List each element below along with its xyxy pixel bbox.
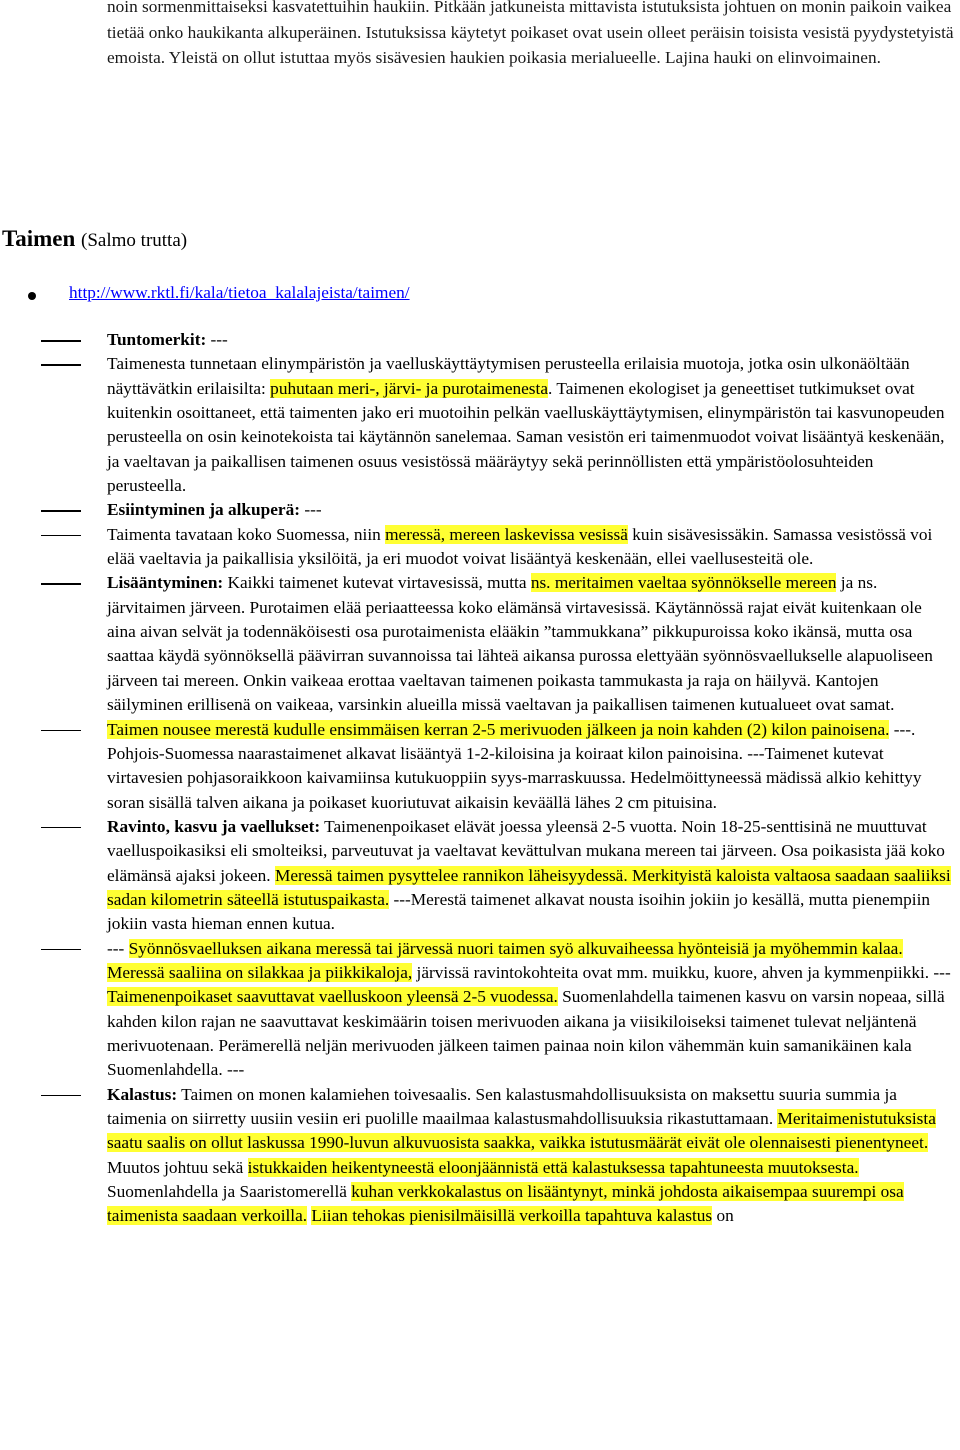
bullet	[28, 285, 36, 307]
item-text: ---	[206, 330, 228, 349]
highlighted-text: kuhan verkkokalastus on lisääntynyt, minkä johdosta aikaisempaa suurempi osa taimenista saadaan verkoilla.	[107, 1182, 904, 1226]
dash-icon	[41, 583, 81, 585]
item-text: ---	[107, 938, 129, 958]
list-item	[0, 498, 960, 522]
item-text: järvissä ravintokohteita ovat mm. muikku, kuore, ahven ja kymmenpiikki. ---	[412, 962, 951, 982]
item-text: ---	[300, 500, 322, 520]
highlighted-text: Syönnösvaelluksen aikana meressä tai järvessä nuori taimen syö alkuvaiheessa hyönteisiä ja myöhemmin kalaa. Meressä saaliina on silakkaa ja piikkikaloja,	[107, 938, 903, 982]
list-item	[0, 523, 960, 572]
item-text: Suomenlahdella ja Saaristomerellä	[107, 1182, 352, 1202]
item-text: ---Merestä taimenet alkavat nousta isoihin jokiin jo kesällä, mutta pienempiin jokiin vasta hieman ennen kutua.	[107, 889, 931, 934]
title-text: Taimen	[2, 226, 76, 251]
list-item	[0, 328, 960, 352]
info-list	[0, 328, 960, 1229]
dash-icon	[41, 340, 81, 342]
section-title	[2, 226, 187, 252]
intro-text: noin sormenmittaiseksi kasvatettuihin haukiin. Pitkään jatkuneista mittavista istutuksista johtuen on monin paikoin vaikea tietää onko haukikanta alkuperäinen. Istutuksissa käytetyt poikaset ovat usein olleet peräisin toisista vesistä pyydystetyistä emoista. Yleistä on ollut istuttaa myös sisävesien haukien poikasia merialueelle. Lajina hauki on elinvoimainen.	[107, 0, 954, 68]
intro-paragraph	[107, 0, 957, 71]
item-text: ja ns. järvitaimen järveen. Purotaimen elää periaatteessa koko elämänsä virtavesissä. Käytännössä rajat eivät kuitenkaan ole aina aivan selvät ja todennäköisesti osa purotaimenista elääkin ”tammukkana” pikkupuroissa koko ikänsä, mutta osa saattaa käydä syönnöksellä päävirran suvannoissa tai lähteä aikansa purossa elettyään syönnösvaellukselle alapuoliseen järveen tai mereen. Onkin vaikeaa erottaa vaeltavan taimenen poikasta tammukasta ja raja on häilyvä. Kantojen säilyminen erillisenä on vaikeaa, varsinkin alueilla missä vaeltavan ja paikallisen taimenen kutualueet ovat samat.	[107, 573, 933, 715]
source-link[interactable]: http://www.rktl.fi/kala/tietoa_kalalajeista/taimen/	[69, 283, 410, 302]
highlighted-text: Taimen nousee merestä kudulle ensimmäisen kerran 2-5 merivuoden jälkeen ja noin kahden (2) kilon painoisena.	[107, 719, 890, 739]
item-text: Taimen on monen kalamiehen toivesaalis. Sen kalastusmahdollisuuksista on maksettu suuria summia ja taimenia on siirretty uusiin vesiin eri puolille maailmaa kalastusmahdollisuuksia rikastuttamaan.	[107, 1084, 897, 1128]
item-text: kuin sisävesissäkin. Samassa vesistössä voi elää vaeltavia ja paikallisia yksilöitä, ja eri muodot voivat lisääntyä keskenään, ellei vaellusesteitä ole.	[107, 524, 933, 569]
item-text: ---. Pohjois-Suomessa naarastaimenet alkavat lisääntyä 1-2-kiloisina ja koiraat kilon painoisina. ---Taimenet kutevat virtavesien pohjasoraikkoon kaivamiinsa kutukuoppiin syys-marraskuussa. Hedelmöittyneessä mädissä alkio kehittyy soran sisällä talven aikana ja poikaset kuoriutuvat aikaisin keväällä lähes 2 cm pituisina.	[107, 719, 922, 812]
dash-icon	[41, 827, 81, 829]
list-item	[0, 815, 960, 937]
dash-icon	[41, 949, 81, 951]
dash-icon	[41, 510, 81, 512]
highlighted-text: Liian tehokas pienisilmäisillä verkoilla tapahtuva kalastus	[311, 1206, 713, 1226]
highlighted-text: Taimenenpoikaset saavuttavat vaelluskoon yleensä 2-5 vuodessa.	[107, 987, 558, 1007]
item-label: Esiintyminen ja alkuperä:	[107, 500, 300, 520]
bullet-dot-icon	[28, 292, 36, 300]
highlighted-text: ns. meritaimen vaeltaa syönnökselle mereen	[530, 573, 837, 593]
item-text: on	[712, 1206, 734, 1226]
highlighted-text: puhutaan meri-, järvi- ja purotaimenesta	[270, 378, 549, 398]
list-item	[0, 718, 960, 815]
item-text: Suomenlahdella taimenen kasvu on varsin nopeaa, sillä kahden kilon rajan ne saavuttavat keskimäärin toisen merivuoden aikana ja viisikiloiseksi taimenet tulevat neljäntenä merivuotenaan. Perämerellä neljän merivuoden jälkeen taimen painaa noin kilon vähemmän kuin samanikäinen kala Suomenlahdella. ---	[107, 987, 945, 1080]
dash-icon	[41, 730, 81, 732]
item-text: Muutos johtuu sekä	[107, 1157, 248, 1177]
item-text: Taimenesta tunnetaan elinympäristön ja vaelluskäyttäytymisen perusteella erilaisia muotoja, jotka osin ulkonäöltään näyttävätkin erilaisilta:	[107, 354, 910, 398]
dash-icon	[41, 1095, 81, 1097]
dash-icon	[41, 535, 81, 537]
highlighted-text: istukkaiden heikentyneestä eloonjäännistä että kalastuksessa tapahtuneesta muutoksesta.	[247, 1157, 859, 1177]
item-text: Taimenta tavataan koko Suomessa, niin	[107, 524, 386, 544]
item-text: Kaikki taimenet kutevat virtavesissä, mutta	[223, 573, 531, 593]
highlighted-text: meressä, mereen laskevissa vesissä	[385, 524, 628, 544]
list-item	[0, 937, 960, 1083]
item-label: Ravinto, kasvu ja vaellukset:	[107, 816, 321, 836]
item-label: Lisääntyminen:	[107, 573, 224, 593]
item-label: Tuntomerkit:	[107, 330, 207, 349]
list-item	[0, 1083, 960, 1229]
list-item	[0, 352, 960, 498]
item-text: Taimenenpoikaset elävät joessa yleensä 2-5 vuotta. Noin 18-25-senttisinä ne muuttuvat vaelluspoikasiksi eli smolteiksi, parveutuvat ja vaeltavat kevättulvan mukana mereen tai järveen. Osa poikasista jää koko elämänsä ajaksi jokeen.	[107, 816, 945, 885]
item-label: Kalastus:	[107, 1084, 178, 1104]
highlighted-text: Meressä taimen pysyttelee rannikon läheisyydessä. Merkityistä kaloista valtaosa saadaan saaliiksi sadan kilometrin säteellä istutuspaikasta.	[107, 865, 951, 909]
dash-icon	[41, 364, 81, 366]
highlighted-text: Meritaimenistutuksista saatu saalis on ollut laskussa 1990-luvun alkuvuosista saakka, vaikka istutusmäärät eivät ole olennaisesti pienentyneet.	[107, 1109, 936, 1153]
scientific-name: (Salmo trutta)	[81, 230, 188, 251]
item-text: . Taimenen ekologiset ja geneettiset tutkimukset ovat kuitenkin osoittaneet, että taimenten jako eri muotoihin pelkän vaelluskäyttäytymisen, elinympäristön tai kasvunopeuden perusteella on osin keinotekoista tai käytännön sanelemaa. Saman vesistön eri taimenmuodot voivat lisääntyä keskenään, ja vaeltavan ja paikallisen taimenen osuus vesistössä määräytyy sekä perinnöllisten että ympäristöolosuhteiden perusteella.	[107, 378, 945, 496]
list-item	[0, 571, 960, 717]
